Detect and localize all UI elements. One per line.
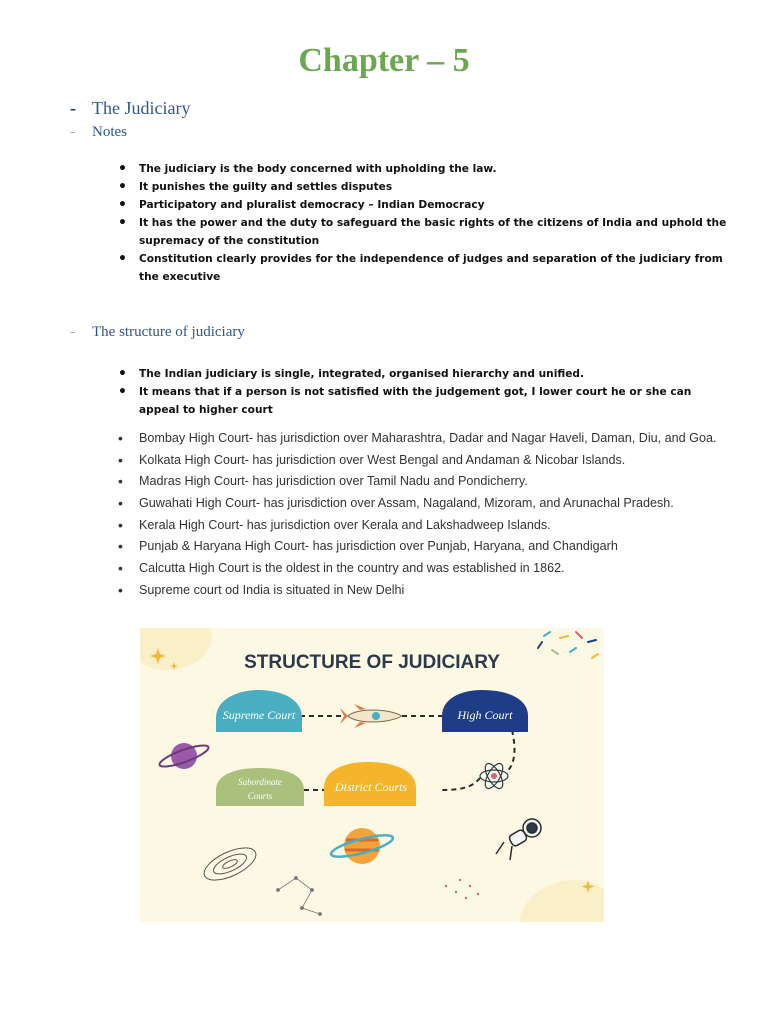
list-item: • Calcutta High Court is the oldest in the country and was established in 1862. xyxy=(118,560,730,577)
structure-points-list xyxy=(118,365,730,419)
page-title: Chapter – 5 xyxy=(298,42,470,79)
list-item: • Participatory and pluralist democracy – Indian Democracy xyxy=(118,196,730,214)
section-heading xyxy=(70,98,190,119)
structure-heading xyxy=(70,324,245,341)
district-courts-label: District Courts xyxy=(334,780,408,794)
subordinate-courts-label-2: Courts xyxy=(247,791,273,801)
list-item: • Guwahati High Court- has jurisdiction over Assam, Nagaland, Mizoram, and Arunachal Pradesh. xyxy=(118,495,730,512)
judiciary-structure-diagram xyxy=(140,628,604,922)
list-item: • The Indian judiciary is single, integrated, organised hierarchy and unified. xyxy=(118,365,730,383)
list-item: • Madras High Court- has jurisdiction over Tamil Nadu and Pondicherry. xyxy=(118,473,730,490)
heading-dash: - xyxy=(70,324,75,340)
high-court-label: High Court xyxy=(457,708,513,722)
list-item: • It punishes the guilty and settles disputes xyxy=(118,178,730,196)
judiciary-structure-figure xyxy=(140,628,604,922)
list-item: • Bombay High Court- has jurisdiction over Maharashtra, Dadar and Nagar Haveli, Daman, Diu, and Goa. xyxy=(118,430,730,447)
supreme-court-label: Supreme Court xyxy=(222,708,296,722)
heading-dash: - xyxy=(70,124,75,140)
list-item: • Punjab & Haryana High Court- has jurisdiction over Punjab, Haryana, and Chandigarh xyxy=(118,538,730,555)
notes-heading-text: Notes xyxy=(92,124,127,140)
section-heading-text: The Judiciary xyxy=(92,98,191,118)
figure-title: STRUCTURE OF JUDICIARY xyxy=(244,652,500,673)
structure-heading-text: The structure of judiciary xyxy=(92,324,245,340)
subordinate-courts-label-1: Subordinate xyxy=(238,777,282,787)
heading-dash: - xyxy=(70,98,76,118)
list-item: • It means that if a person is not satisfied with the judgement got, I lower court he or she can appeal to higher court xyxy=(118,383,730,419)
notes-heading xyxy=(70,124,127,141)
high-courts-list xyxy=(118,430,730,604)
list-item: • Supreme court od India is situated in New Delhi xyxy=(118,582,730,599)
list-item: • Kerala High Court- has jurisdiction over Kerala and Lakshadweep Islands. xyxy=(118,517,730,534)
list-item: • The judiciary is the body concerned with upholding the law. xyxy=(118,160,730,178)
list-item: • Constitution clearly provides for the independence of judges and separation of the judiciary from the executive xyxy=(118,250,730,286)
list-item: • Kolkata High Court- has jurisdiction over West Bengal and Andaman & Nicobar Islands. xyxy=(118,452,730,469)
list-item: • It has the power and the duty to safeguard the basic rights of the citizens of India and uphold the supremacy of the constitution xyxy=(118,214,730,250)
notes-list xyxy=(118,160,730,286)
